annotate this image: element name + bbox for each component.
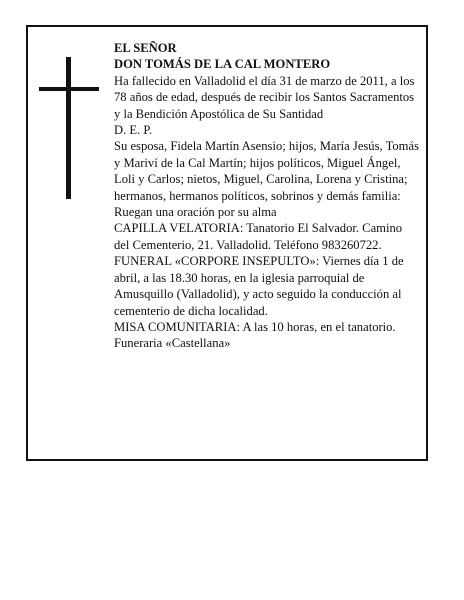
cross-horizontal-bar xyxy=(39,87,99,91)
mass-info: MISA COMUNITARIA: A las 10 horas, en el tanatorio. xyxy=(114,319,396,334)
death-announcement: Ha fallecido en Valladolid el día 31 de marzo de 2011, a los 78 años de edad, después de recibir los Santos Sacramentos y la Bendición Apostólica de Su Santidad xyxy=(114,73,415,121)
prayer-request: Ruegan una oración por su alma xyxy=(114,205,277,220)
heading-title: EL SEÑOR xyxy=(114,41,177,55)
dep-line: D. E. P. xyxy=(114,123,153,138)
cross-icon xyxy=(39,57,99,199)
obituary-notice xyxy=(26,25,428,461)
chapel-info: CAPILLA VELATORIA: Tanatorio El Salvador. Camino del Cementerio, 21. Valladolid. Teléfono 983260722. xyxy=(114,221,403,252)
cross-vertical-bar xyxy=(66,57,71,199)
funeral-info: FUNERAL «CORPORE INSEPULTO»: Viernes día 1 de abril, a las 18.30 horas, en la iglesia parroquial de Amusquillo (Valladolid), y acto seguido la conducción al cementerio de dicha localidad. xyxy=(114,254,404,318)
deceased-name: DON TOMÁS DE LA CAL MONTERO xyxy=(114,57,331,72)
obituary-text xyxy=(114,40,420,352)
funeral-home: Funeraria «Castellana» xyxy=(114,336,231,351)
family-list: Su esposa, Fidela Martín Asensio; hijos, María Jesús, Tomás y Mariví de la Cal Martín; hijos políticos, Miguel Ángel, Loli y Carlos; nietos, Miguel, Carolina, Lorena y Cristina; hermanos, hermanos políticos, sobrinos y demás familia: xyxy=(114,139,419,203)
